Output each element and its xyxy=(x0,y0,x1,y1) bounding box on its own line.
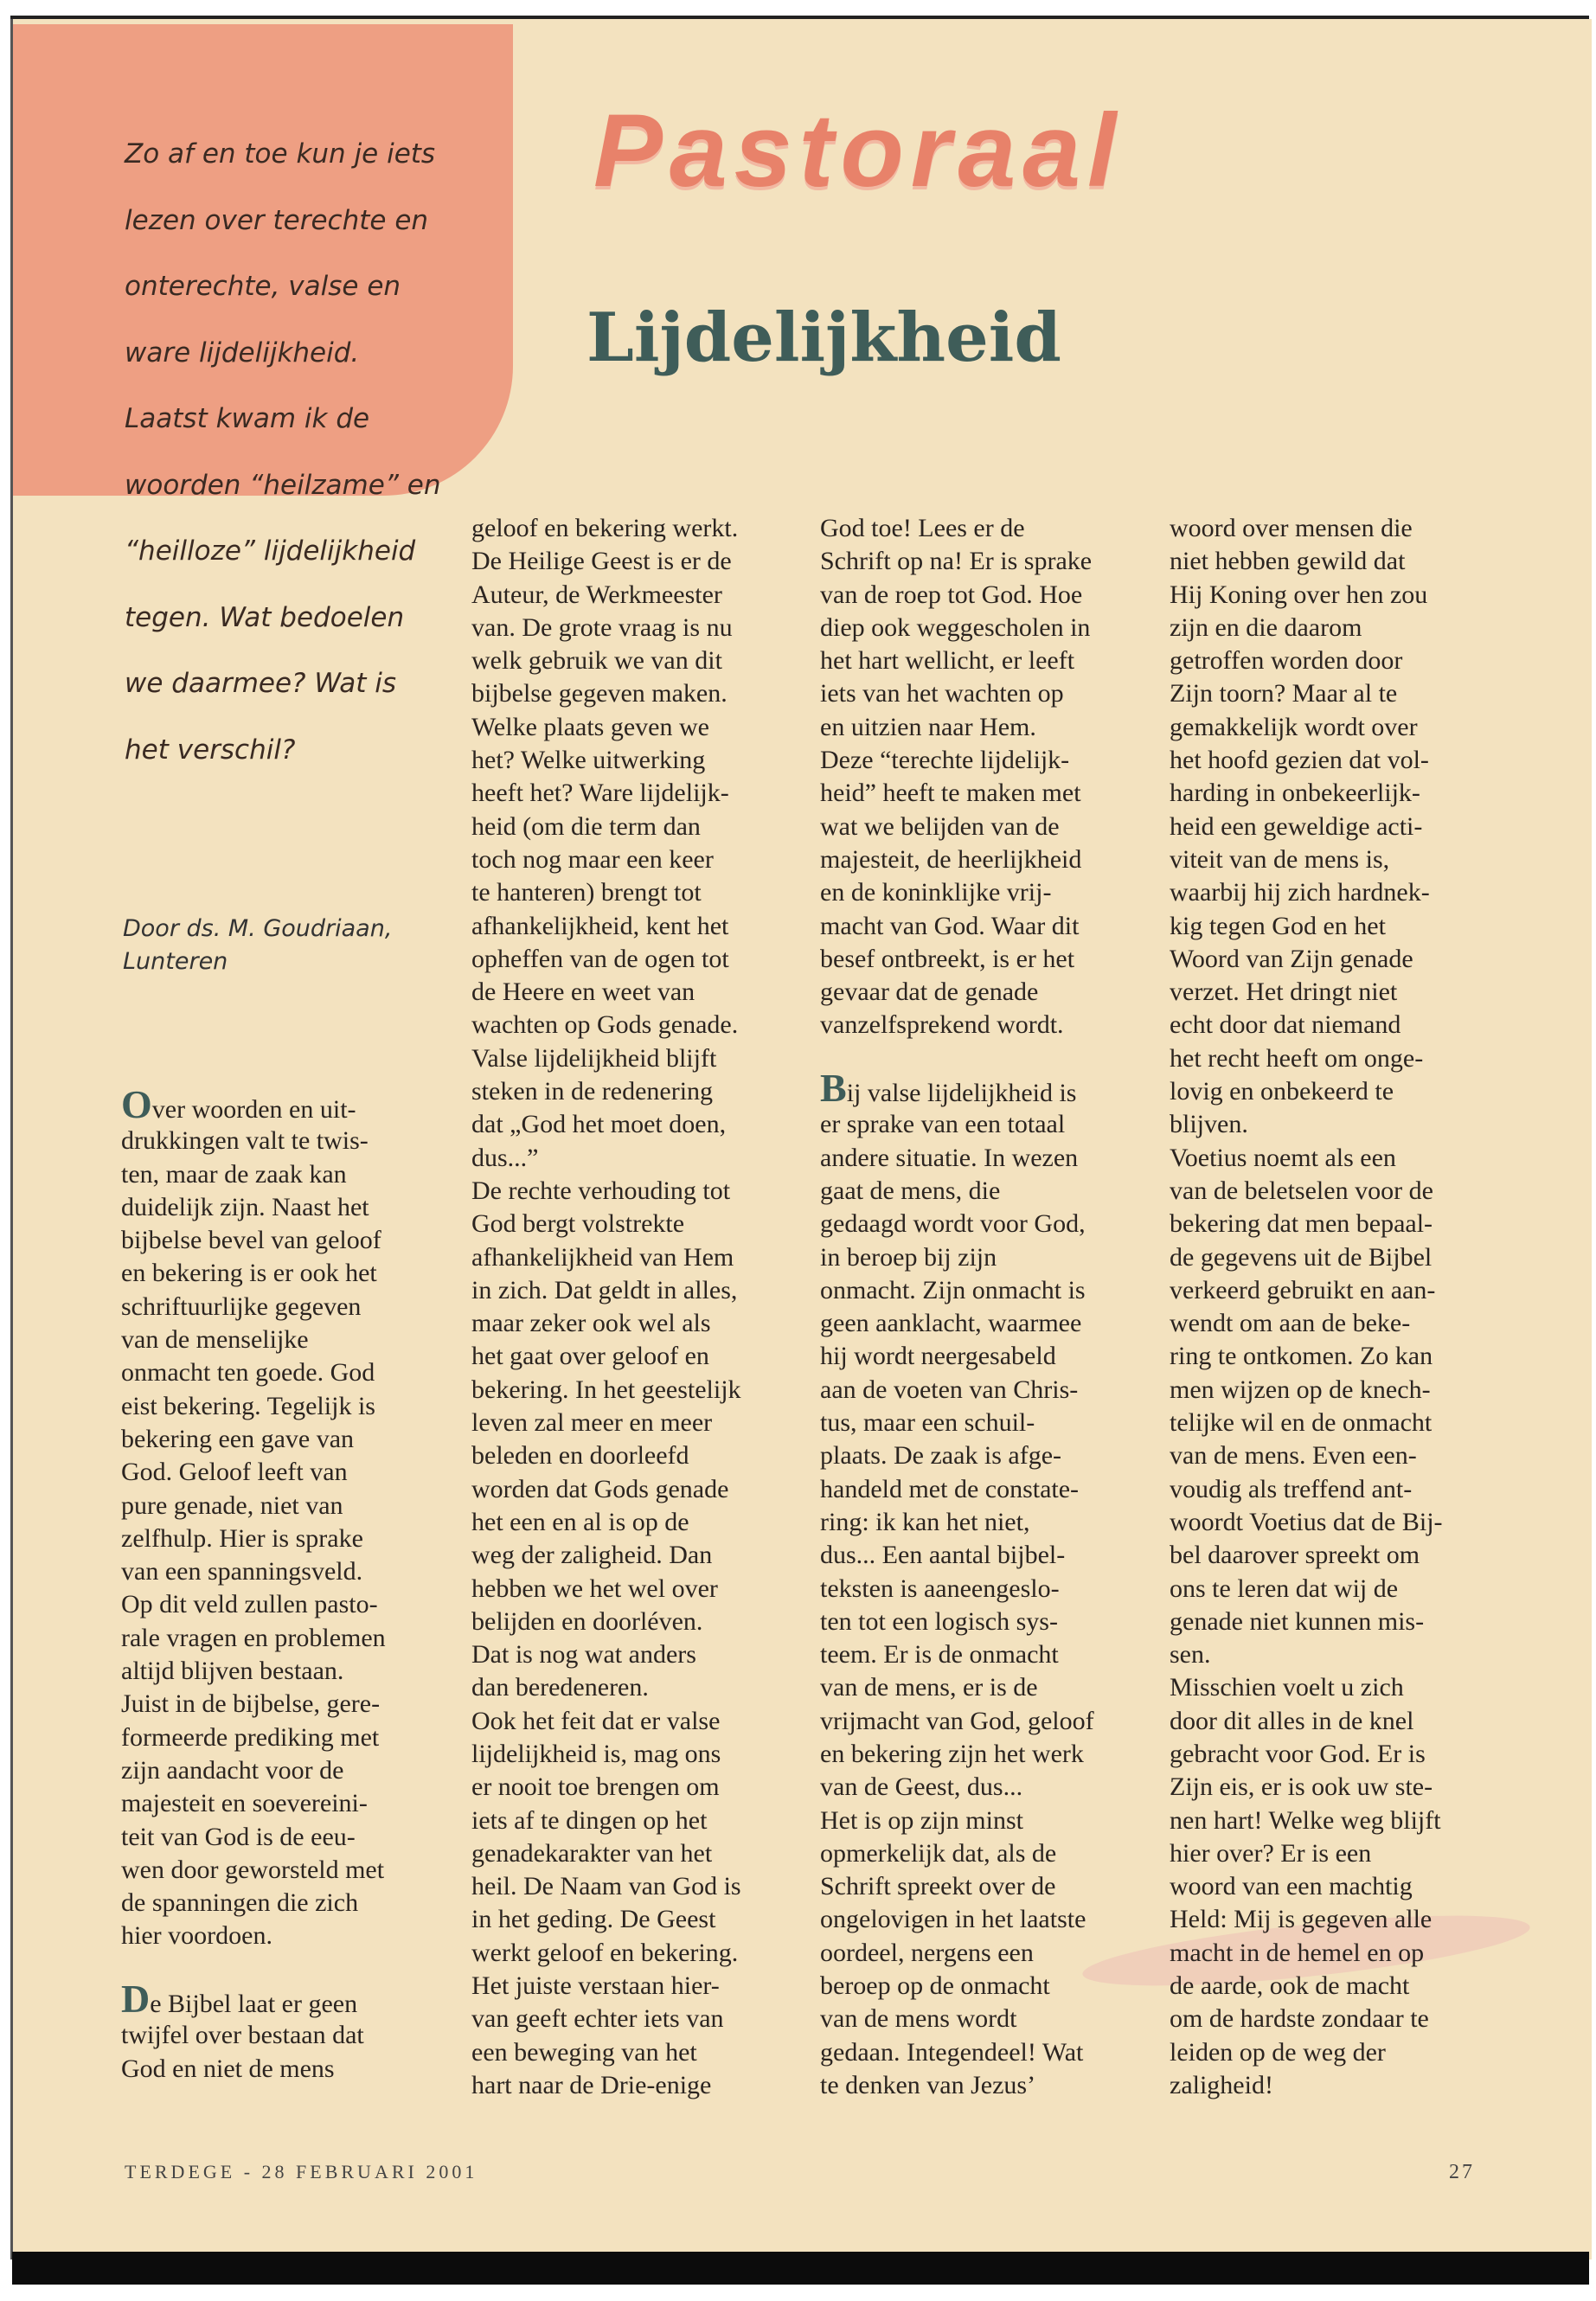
text-line: Schrift op na! Er is sprake xyxy=(820,547,1093,576)
text-line: steken in de redenering xyxy=(471,1077,714,1106)
text-line: ten tot een logisch sys- xyxy=(820,1606,1058,1636)
text-line: welk gebruik we van dit xyxy=(471,646,722,676)
byline-place: Lunteren xyxy=(123,948,228,975)
text-line: zelfhulp. Hier is sprake xyxy=(121,1523,363,1553)
intro-line: het verschil? xyxy=(125,734,296,766)
text-line: hart naar de Drie-enige xyxy=(471,2070,712,2099)
text-line: van de mens, er is de xyxy=(820,1673,1038,1702)
text-line: zaligheid! xyxy=(1170,2070,1273,2099)
text-line: tus, maar een schuil- xyxy=(820,1408,1035,1438)
text-line-rest: e Bijbel laat er geen xyxy=(150,1990,358,2019)
text-line: blijven. xyxy=(1170,1110,1248,1139)
body-column-4 xyxy=(1170,512,1443,2102)
text-line: macht in de hemel en op xyxy=(1170,1938,1425,1967)
text-line: iets af te dingen op het xyxy=(471,1805,708,1835)
text-line: Voetius noemt als een xyxy=(1170,1143,1396,1172)
text-line: aan de voeten van Chris- xyxy=(820,1375,1079,1404)
text-line: formeerde prediking met xyxy=(121,1722,380,1752)
text-line: Held: Mij is gegeven alle xyxy=(1170,1905,1433,1934)
drop-cap: B xyxy=(820,1066,847,1111)
text-line: harding in onbekeerlijk- xyxy=(1170,779,1420,808)
text-line: gebracht voor God. Er is xyxy=(1170,1739,1426,1768)
text-line: bijbelse bevel van geloof xyxy=(121,1226,381,1255)
text-line: Juist in de bijbelse, gere- xyxy=(121,1689,381,1719)
text-line: Deze “terechte lijdelijk- xyxy=(820,746,1070,775)
text-line: drukkingen valt te twis- xyxy=(121,1126,369,1156)
text-line xyxy=(121,1977,386,2022)
text-line: en bekering is er ook het xyxy=(121,1259,377,1288)
text-line: bekering. In het geestelijk xyxy=(471,1375,741,1404)
text-line: waarbij hij zich hardnek- xyxy=(1170,878,1430,907)
text-line: door dit alles in de knel xyxy=(1170,1706,1414,1735)
text-line: worden dat Gods genade xyxy=(471,1474,729,1503)
text-line: van. De grote vraag is nu xyxy=(471,612,733,642)
text-line: van de Geest, dus... xyxy=(820,1772,1023,1802)
body-column-3 xyxy=(820,512,1094,2102)
text-line: gedaan. Integendeel! Wat xyxy=(820,2037,1084,2067)
text-line xyxy=(121,1082,386,1126)
intro-line: Laatst kwam ik de xyxy=(125,403,370,434)
page-number: 27 xyxy=(1449,2161,1475,2183)
text-line: beleden en doorleefd xyxy=(471,1441,689,1471)
text-line: echt door dat niemand xyxy=(1170,1010,1401,1040)
article-title: Lijdelijkheid xyxy=(586,298,1061,377)
text-line: macht van God. Waar dit xyxy=(820,911,1080,940)
text-line: andere situatie. In wezen xyxy=(820,1143,1079,1172)
text-line: bekering een gave van xyxy=(121,1424,355,1453)
text-line: geen aanklacht, waarmee xyxy=(820,1309,1082,1338)
text-line: het hoofd gezien dat vol- xyxy=(1170,746,1429,775)
text-line-rest: ver woorden en uit- xyxy=(151,1095,356,1124)
text-line: Zijn eis, er is ook uw ste- xyxy=(1170,1772,1433,1802)
text-line: er nooit toe brengen om xyxy=(471,1772,720,1802)
text-line: de spanningen die zich xyxy=(121,1888,359,1918)
text-line: van de mens wordt xyxy=(820,2004,1017,2034)
text-line: verzet. Het dringt niet xyxy=(1170,977,1398,1007)
intro-line: ware lijdelijkheid. xyxy=(125,336,360,369)
text-line: getroffen worden door xyxy=(1170,646,1403,676)
text-line: Dat is nog wat anders xyxy=(471,1640,696,1670)
text-line: afhankelijkheid, kent het xyxy=(471,911,729,940)
intro-line: tegen. Wat bedoelen xyxy=(125,601,405,633)
intro-text xyxy=(125,138,440,800)
text-line: ten, maar de zaak kan xyxy=(121,1159,347,1189)
text-line: gaat de mens, die xyxy=(820,1176,1001,1205)
text-line: God bergt volstrekte xyxy=(471,1209,685,1239)
text-line: maar zeker ook wel als xyxy=(471,1309,711,1338)
text-line: diep ook weggescholen in xyxy=(820,612,1091,642)
text-line: van de roep tot God. Hoe xyxy=(820,580,1083,609)
text-line: gemakkelijk wordt over xyxy=(1170,712,1418,741)
text-line: Woord van Zijn genade xyxy=(1170,944,1413,973)
text-line: sen. xyxy=(1170,1640,1211,1670)
page-edge-bottom xyxy=(12,2252,1589,2285)
text-line: ongelovigen in het laatste xyxy=(820,1905,1086,1934)
text-line: in beroep bij zijn xyxy=(820,1242,997,1272)
text-line: het gaat over geloof en xyxy=(471,1342,709,1371)
text-line: toch nog maar een keer xyxy=(471,844,714,874)
text-line: hier over? Er is een xyxy=(1170,1838,1372,1868)
intro-line: lezen over terechte en xyxy=(125,204,429,236)
text-line: heil. De Naam van God is xyxy=(471,1872,741,1901)
text-line: teem. Er is de onmacht xyxy=(820,1640,1059,1670)
text-line: altijd blijven bestaan. xyxy=(121,1657,344,1686)
text-line: bijbelse gegeven maken. xyxy=(471,679,727,708)
text-line: Op dit veld zullen pasto- xyxy=(121,1590,378,1619)
text-line: Valse lijdelijkheid blijft xyxy=(471,1043,717,1073)
text-line: Zijn toorn? Maar al te xyxy=(1170,679,1398,708)
text-line: in het geding. De Geest xyxy=(471,1905,716,1934)
text-line: Auteur, de Werkmeester xyxy=(471,580,722,609)
text-line: leven zal meer en meer xyxy=(471,1408,713,1438)
text-line: woordt Voetius dat de Bij- xyxy=(1170,1507,1443,1536)
text-line: Het juiste verstaan hier- xyxy=(471,1971,720,2001)
text-line: genadekarakter van het xyxy=(471,1838,713,1868)
intro-line: “heilloze” lijdelijkheid xyxy=(125,535,416,567)
intro-line: woorden “heilzame” en xyxy=(125,469,441,501)
text-line: lijdelijkheid is, mag ons xyxy=(471,1739,721,1768)
text-line: beroep op de onmacht xyxy=(820,1971,1050,2001)
text-line: van de mens. Even een- xyxy=(1170,1441,1417,1471)
text-line: genade niet kunnen mis- xyxy=(1170,1606,1425,1636)
text-line: onmacht. Zijn onmacht is xyxy=(820,1275,1086,1304)
text-line: wat we belijden van de xyxy=(820,811,1060,841)
text-line: De Heilige Geest is er de xyxy=(471,547,732,576)
text-line: Schrift spreekt over de xyxy=(820,1872,1056,1901)
text-line: het een en al is op de xyxy=(471,1507,689,1536)
body-column-2 xyxy=(471,512,741,2102)
text-line: dat „God het moet doen, xyxy=(471,1110,727,1139)
text-line: ring: ik kan het niet, xyxy=(820,1507,1030,1536)
text-line: majesteit, de heerlijkheid xyxy=(820,844,1082,874)
text-line: en uitzien naar Hem. xyxy=(820,712,1036,741)
text-line: voudig als treffend ant- xyxy=(1170,1474,1413,1503)
text-line: geloof en bekering werkt. xyxy=(471,514,739,542)
text-line: God toe! Lees er de xyxy=(820,514,1025,542)
text-line: het hart wellicht, er leeft xyxy=(820,646,1075,676)
text-line: God en niet de mens xyxy=(121,2054,335,2083)
text-line: de Heere en weet van xyxy=(471,977,695,1007)
byline xyxy=(123,913,392,978)
text-line: wendt om aan de beke- xyxy=(1170,1309,1411,1338)
text-line: telijke wil en de onmacht xyxy=(1170,1408,1433,1438)
text-line: duidelijk zijn. Naast het xyxy=(121,1192,369,1221)
text-line: iets van het wachten op xyxy=(820,679,1064,708)
text-line: Het is op zijn minst xyxy=(820,1805,1023,1835)
text-line: van geeft echter iets van xyxy=(471,2004,724,2034)
text-line: nen hart! Welke weg blijft xyxy=(1170,1805,1441,1835)
text-line: majesteit en soevereini- xyxy=(121,1789,368,1818)
text-line: schriftuurlijke gegeven xyxy=(121,1292,362,1321)
text-line: gedaagd wordt voor God, xyxy=(820,1209,1086,1239)
text-line: zijn aandacht voor de xyxy=(121,1755,344,1785)
text-line: leiden op de weg der xyxy=(1170,2037,1386,2067)
text-line-rest: ij valse lijdelijkheid is xyxy=(846,1079,1077,1108)
text-line xyxy=(820,1066,1094,1111)
text-line: ring te ontkomen. Zo kan xyxy=(1170,1342,1433,1371)
text-line: vanzelfsprekend wordt. xyxy=(820,1010,1064,1040)
text-line: een beweging van het xyxy=(471,2037,697,2067)
text-line: niet hebben gewild dat xyxy=(1170,547,1406,576)
text-line: in zich. Dat geldt in alles, xyxy=(471,1275,738,1304)
text-line: wachten op Gods genade. xyxy=(471,1010,739,1040)
text-line: eist bekering. Tegelijk is xyxy=(121,1391,375,1420)
text-line: belijden en doorléven. xyxy=(471,1606,703,1636)
text-line: het? Welke uitwerking xyxy=(471,746,706,775)
section-title: Pastoraal xyxy=(593,93,1124,208)
text-line: wen door geworsteld met xyxy=(121,1855,385,1884)
text-line: De rechte verhouding tot xyxy=(471,1176,731,1205)
text-line: twijfel over bestaan dat xyxy=(121,2021,364,2050)
text-line: heid” heeft te maken met xyxy=(820,779,1081,808)
text-line: en de koninklijke vrij- xyxy=(820,878,1052,907)
text-line: heid (om die term dan xyxy=(471,811,701,841)
text-line: viteit van de mens is, xyxy=(1170,844,1390,874)
text-line: van een spanningsveld. xyxy=(121,1557,363,1586)
text-line: besef ontbreekt, is er het xyxy=(820,944,1075,973)
text-line: woord over mensen die xyxy=(1170,514,1413,542)
text-line: dan beredeneren. xyxy=(471,1673,649,1702)
text-line: Misschien voelt u zich xyxy=(1170,1673,1404,1702)
text-line: hebben we het wel over xyxy=(471,1574,718,1603)
text-line: opheffen van de ogen tot xyxy=(471,944,729,973)
text-line: opmerkelijk dat, als de xyxy=(820,1838,1057,1868)
text-line: zijn en die daarom xyxy=(1170,612,1362,642)
intro-line: we daarmee? Wat is xyxy=(125,668,397,699)
text-line: dus...” xyxy=(471,1143,539,1172)
text-line: werkt geloof en bekering. xyxy=(471,1938,739,1967)
byline-author: Door ds. M. Goudriaan, xyxy=(123,915,393,942)
text-line: teit van God is de eeu- xyxy=(121,1822,356,1851)
text-line: teksten is aaneengeslo- xyxy=(820,1574,1060,1603)
text-line: rale vragen en problemen xyxy=(121,1623,386,1652)
text-line: ons te leren dat wij de xyxy=(1170,1574,1399,1603)
text-line: de aarde, ook de macht xyxy=(1170,1971,1410,2001)
paragraph-gap xyxy=(121,1953,386,1986)
text-line: heeft het? Ware lijdelijk- xyxy=(471,779,729,808)
text-line: weg der zaligheid. Dan xyxy=(471,1541,713,1570)
text-line: dus... Een aantal bijbel- xyxy=(820,1541,1066,1570)
drop-cap: O xyxy=(121,1082,152,1126)
text-line: bel daarover spreekt om xyxy=(1170,1541,1420,1570)
text-line: van de menselijke xyxy=(121,1325,309,1355)
text-line: Ook het feit dat er valse xyxy=(471,1706,721,1735)
text-line: handeld met de constate- xyxy=(820,1474,1080,1503)
text-line: oordeel, nergens een xyxy=(820,1938,1034,1967)
text-line: verkeerd gebruikt en aan- xyxy=(1170,1275,1436,1304)
text-line: te denken van Jezus’ xyxy=(820,2070,1036,2099)
text-line: het recht heeft om onge- xyxy=(1170,1043,1424,1073)
text-line: er sprake van een totaal xyxy=(820,1110,1066,1139)
text-line: en bekering zijn het werk xyxy=(820,1739,1084,1768)
text-line: lovig en onbekeerd te xyxy=(1170,1077,1394,1106)
intro-line: onterechte, valse en xyxy=(125,271,401,302)
text-line: plaats. De zaak is afge- xyxy=(820,1441,1062,1471)
text-line: bekering dat men bepaal- xyxy=(1170,1209,1433,1239)
text-line: onmacht ten goede. God xyxy=(121,1358,375,1388)
text-line: vrijmacht van God, geloof xyxy=(820,1706,1094,1735)
text-line: hij wordt neergesabeld xyxy=(820,1342,1056,1371)
text-line: om de hardste zondaar te xyxy=(1170,2004,1429,2034)
text-line: Welke plaats geven we xyxy=(471,712,709,741)
text-line: pure genade, niet van xyxy=(121,1490,343,1520)
text-line: hier voordoen. xyxy=(121,1921,272,1951)
paragraph-gap xyxy=(820,1042,1094,1075)
text-line: te hanteren) brengt tot xyxy=(471,878,702,907)
text-line: van de beletselen voor de xyxy=(1170,1176,1433,1205)
text-line: afhankelijkheid van Hem xyxy=(471,1242,734,1272)
intro-line: Zo af en toe kun je iets xyxy=(125,138,436,170)
text-line: de gegevens uit de Bijbel xyxy=(1170,1242,1433,1272)
text-line: God. Geloof leeft van xyxy=(121,1458,348,1487)
text-line: men wijzen op de knech- xyxy=(1170,1375,1431,1404)
body-column-1 xyxy=(121,1082,386,2086)
text-line: heid een geweldige acti- xyxy=(1170,811,1423,841)
footer-publication: TERDEGE - 28 FEBRUARI 2001 xyxy=(125,2161,478,2182)
text-line: woord van een machtig xyxy=(1170,1872,1413,1901)
text-line: Hij Koning over hen zou xyxy=(1170,580,1428,609)
drop-cap: D xyxy=(121,1977,151,2022)
text-line: kig tegen God en het xyxy=(1170,911,1386,940)
text-line: gevaar dat de genade xyxy=(820,977,1039,1007)
